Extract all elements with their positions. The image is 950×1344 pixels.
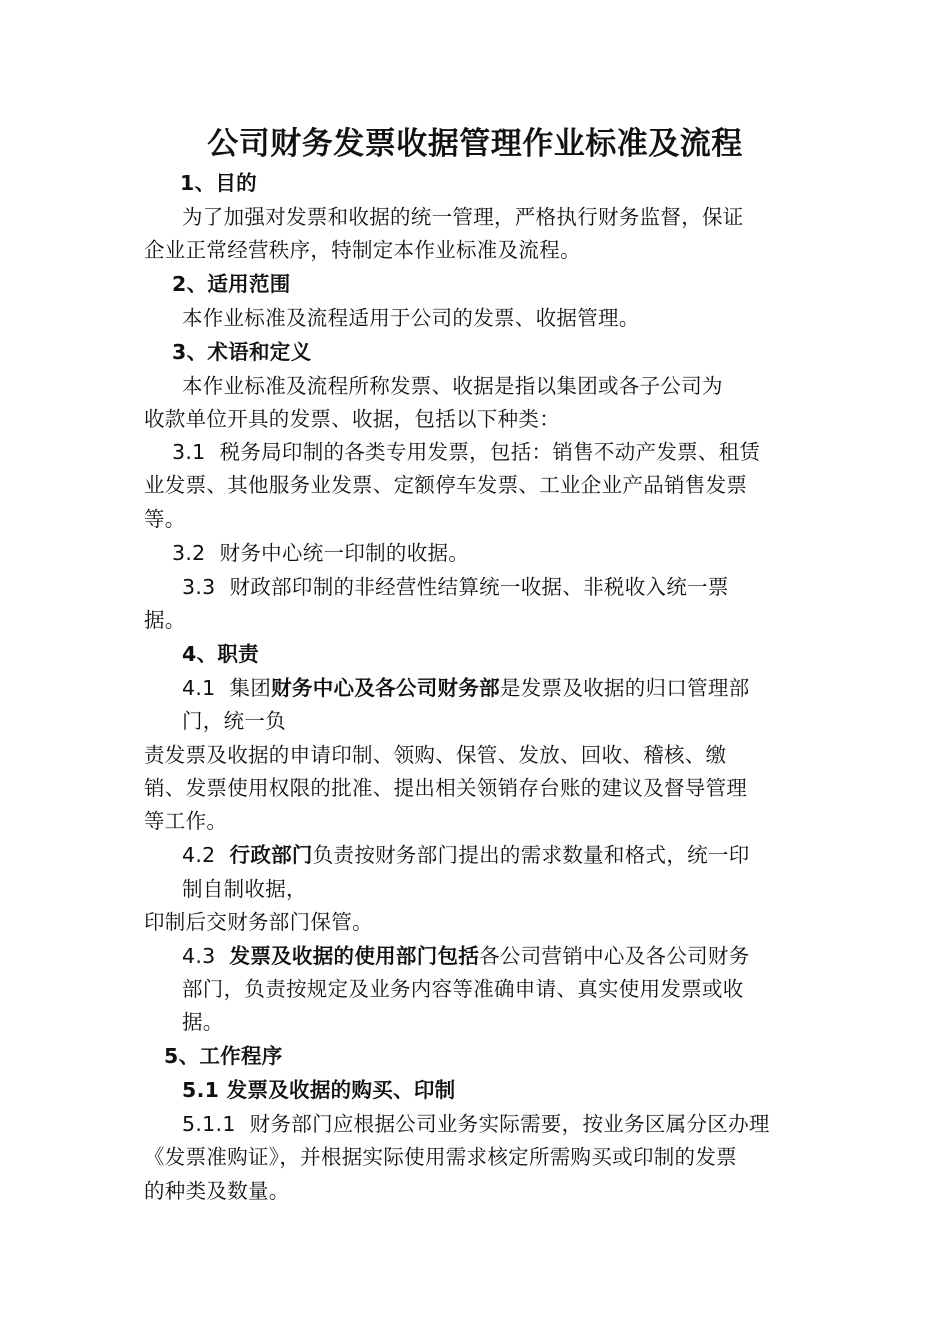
item-text-bold: 行政部门: [229, 843, 313, 867]
paragraph-line: 企业正常经营秩序，特制定本作业标准及流程。: [144, 238, 581, 262]
paragraph-line: 本作业标准及流程所称发票、收据是指以集团或各子公司为: [182, 374, 723, 398]
item-text: 是发票及收据的归口管理部: [499, 676, 750, 700]
item-text: 各公司营销中心及各公司财务: [479, 944, 750, 968]
item-number: 4.2: [182, 843, 216, 867]
paragraph-line: 的种类及数量。: [144, 1179, 290, 1203]
section-heading-purpose: 1、目的: [180, 171, 257, 195]
paragraph-line: 等工作。: [144, 809, 228, 833]
item-number: 5.1.1: [182, 1112, 236, 1136]
item-text-bold: 财务中心及各公司财务部: [271, 676, 500, 700]
section-heading-procedure: 5、工作程序: [164, 1044, 283, 1068]
item-text: 负责按财务部门提出的需求数量和格式，统一印: [312, 843, 750, 867]
paragraph-line: 印制后交财务部门保管。: [144, 910, 373, 934]
paragraph-line: 收款单位开具的发票、收据，包括以下种类：: [144, 407, 560, 431]
item-number: 4.3: [182, 944, 216, 968]
item-number: 4.1: [182, 676, 216, 700]
list-item-3-3: [182, 571, 729, 604]
item-text-bold: 发票及收据的使用部门包括: [229, 944, 480, 968]
list-item-4-1: [182, 672, 750, 705]
section-heading-terms: 3、术语和定义: [172, 340, 312, 364]
subsection-heading-5-1: 5.1 发票及收据的购买、印制: [182, 1078, 456, 1102]
paragraph-line: 为了加强对发票和收据的统一管理，严格执行财务监督，保证: [182, 205, 744, 229]
paragraph-line: 据。: [182, 1010, 224, 1034]
paragraph-line: 本作业标准及流程适用于公司的发票、收据管理。: [182, 306, 640, 330]
item-number: 3.3: [182, 575, 216, 599]
paragraph-line: 等。: [144, 507, 186, 531]
paragraph-line: 销、发票使用权限的批准、提出相关领销存台账的建议及督导管理: [144, 776, 748, 800]
item-text: 财务中心统一印制的收据。: [219, 541, 470, 565]
paragraph-line: 门，统一负: [182, 709, 286, 733]
paragraph-line: 据。: [144, 608, 186, 632]
item-number: 3.1: [172, 440, 206, 464]
list-item-3-1: [172, 436, 760, 469]
item-text: 财务部门应根据公司业务实际需要，按业务区属分区办理: [249, 1112, 770, 1136]
section-heading-duties: 4、职责: [182, 642, 259, 666]
document-title: 公司财务发票收据管理作业标准及流程: [207, 126, 743, 162]
paragraph-line: 责发票及收据的申请印制、领购、保管、发放、回收、稽核、缴: [144, 743, 727, 767]
item-number: 3.2: [172, 541, 206, 565]
paragraph-line: 业发票、其他服务业发票、定额停车发票、工业企业产品销售发票: [144, 473, 748, 497]
paragraph-line: 部门，负责按规定及业务内容等准确申请、真实使用发票或收: [182, 977, 744, 1001]
paragraph-line: 制自制收据，: [182, 877, 307, 901]
item-text: 税务局印制的各类专用发票，包括：销售不动产发票、租赁: [219, 440, 761, 464]
item-text: 财政部印制的非经营性结算统一收据、非税收入统一票: [229, 575, 729, 599]
list-item-4-2: [182, 839, 750, 872]
item-text: 集团: [229, 676, 272, 700]
list-item-3-2: [172, 537, 469, 570]
section-heading-scope: 2、适用范围: [172, 272, 291, 296]
list-item-4-3: [182, 940, 750, 973]
list-item-5-1-1: [182, 1108, 770, 1141]
paragraph-line: 《发票准购证》，并根据实际使用需求核定所需购买或印制的发票: [144, 1145, 737, 1169]
